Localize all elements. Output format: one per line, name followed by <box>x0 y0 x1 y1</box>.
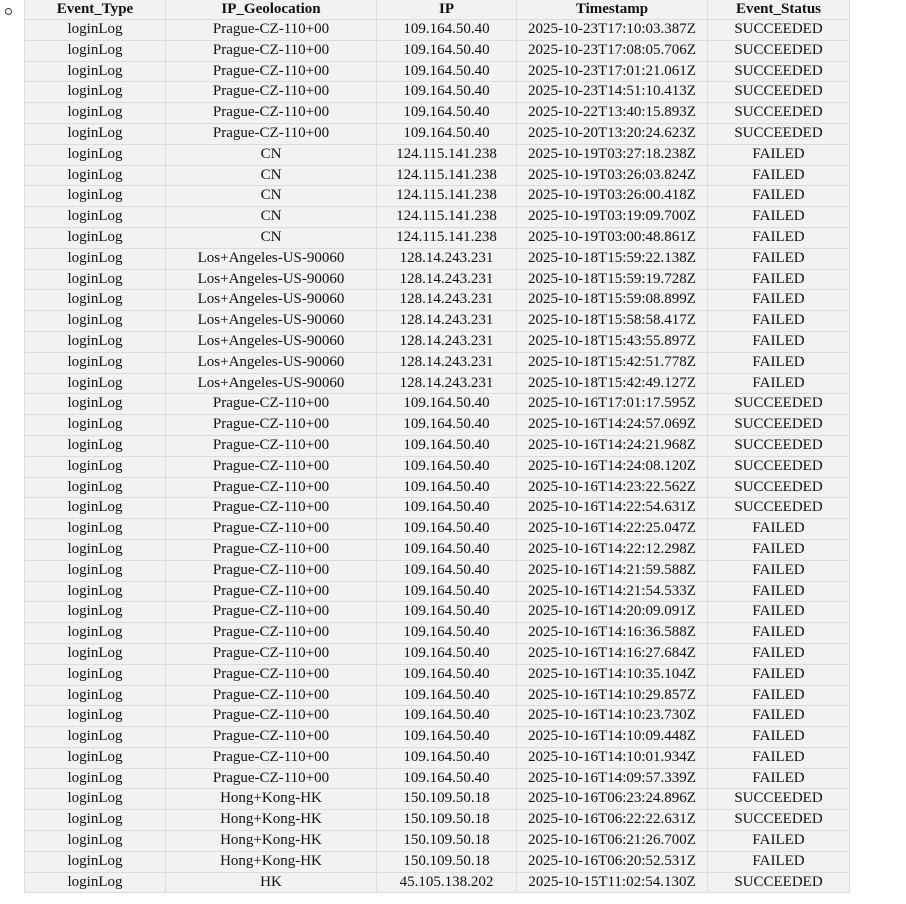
cell-ip-geolocation: Prague-CZ-110+00 <box>166 581 377 602</box>
cell-event-status: FAILED <box>708 768 850 789</box>
cell-ip-geolocation: Los+Angeles-US-90060 <box>166 373 377 394</box>
cell-ip: 109.164.50.40 <box>377 435 517 456</box>
cell-event-type: loginLog <box>25 519 166 540</box>
table-row <box>25 581 850 602</box>
table-row <box>25 352 850 373</box>
cell-event-type: loginLog <box>25 269 166 290</box>
cell-event-type: loginLog <box>25 207 166 228</box>
cell-ip-geolocation: Prague-CZ-110+00 <box>166 435 377 456</box>
cell-ip-geolocation: Prague-CZ-110+00 <box>166 768 377 789</box>
cell-timestamp: 2025-10-18T15:58:58.417Z <box>517 311 708 332</box>
cell-timestamp: 2025-10-16T14:21:59.588Z <box>517 560 708 581</box>
cell-event-status: FAILED <box>708 227 850 248</box>
cell-ip: 109.164.50.40 <box>377 394 517 415</box>
cell-timestamp: 2025-10-16T14:23:22.562Z <box>517 477 708 498</box>
cell-event-type: loginLog <box>25 477 166 498</box>
cell-event-type: loginLog <box>25 40 166 61</box>
cell-ip-geolocation: Prague-CZ-110+00 <box>166 82 377 103</box>
cell-event-status: SUCCEEDED <box>708 82 850 103</box>
table-row <box>25 61 850 82</box>
cell-event-type: loginLog <box>25 311 166 332</box>
cell-event-type: loginLog <box>25 103 166 124</box>
cell-ip-geolocation: Los+Angeles-US-90060 <box>166 352 377 373</box>
cell-ip-geolocation: CN <box>166 165 377 186</box>
table-row <box>25 20 850 41</box>
cell-event-type: loginLog <box>25 456 166 477</box>
cell-event-status: SUCCEEDED <box>708 394 850 415</box>
cell-ip-geolocation: Prague-CZ-110+00 <box>166 477 377 498</box>
cell-ip: 109.164.50.40 <box>377 415 517 436</box>
cell-timestamp: 2025-10-16T14:21:54.533Z <box>517 581 708 602</box>
table-row <box>25 269 850 290</box>
cell-event-type: loginLog <box>25 186 166 207</box>
cell-ip-geolocation: Prague-CZ-110+00 <box>166 123 377 144</box>
cell-event-status: FAILED <box>708 165 850 186</box>
cell-ip: 109.164.50.40 <box>377 539 517 560</box>
cell-event-type: loginLog <box>25 394 166 415</box>
cell-event-type: loginLog <box>25 727 166 748</box>
table-row <box>25 519 850 540</box>
table-row <box>25 727 850 748</box>
column-header-event-type: Event_Type <box>25 0 166 20</box>
cell-event-type: loginLog <box>25 623 166 644</box>
cell-event-status: FAILED <box>708 706 850 727</box>
cell-event-type: loginLog <box>25 560 166 581</box>
cell-ip: 45.105.138.202 <box>377 872 517 893</box>
cell-event-status: SUCCEEDED <box>708 872 850 893</box>
cell-ip-geolocation: Prague-CZ-110+00 <box>166 415 377 436</box>
column-header-event-status: Event_Status <box>708 0 850 20</box>
cell-timestamp: 2025-10-16T14:24:08.120Z <box>517 456 708 477</box>
cell-timestamp: 2025-10-19T03:27:18.238Z <box>517 144 708 165</box>
cell-ip-geolocation: Hong+Kong-HK <box>166 851 377 872</box>
cell-timestamp: 2025-10-16T14:22:25.047Z <box>517 519 708 540</box>
cell-event-type: loginLog <box>25 810 166 831</box>
cell-event-status: FAILED <box>708 831 850 852</box>
cell-ip: 109.164.50.40 <box>377 123 517 144</box>
cell-ip-geolocation: Los+Angeles-US-90060 <box>166 311 377 332</box>
cell-event-status: SUCCEEDED <box>708 40 850 61</box>
table-row <box>25 82 850 103</box>
cell-ip-geolocation: CN <box>166 227 377 248</box>
cell-event-type: loginLog <box>25 747 166 768</box>
table-row <box>25 186 850 207</box>
table-row <box>25 207 850 228</box>
column-header-timestamp: Timestamp <box>517 0 708 20</box>
cell-ip: 128.14.243.231 <box>377 373 517 394</box>
cell-ip-geolocation: Hong+Kong-HK <box>166 810 377 831</box>
cell-event-status: FAILED <box>708 539 850 560</box>
cell-ip-geolocation: Prague-CZ-110+00 <box>166 727 377 748</box>
cell-event-type: loginLog <box>25 851 166 872</box>
cell-timestamp: 2025-10-18T15:42:51.778Z <box>517 352 708 373</box>
cell-event-type: loginLog <box>25 498 166 519</box>
cell-event-type: loginLog <box>25 290 166 311</box>
cell-ip: 150.109.50.18 <box>377 831 517 852</box>
cell-event-type: loginLog <box>25 61 166 82</box>
cell-ip: 124.115.141.238 <box>377 207 517 228</box>
cell-timestamp: 2025-10-16T14:10:23.730Z <box>517 706 708 727</box>
cell-event-status: FAILED <box>708 331 850 352</box>
cell-ip-geolocation: Prague-CZ-110+00 <box>166 643 377 664</box>
table-row <box>25 602 850 623</box>
cell-ip: 109.164.50.40 <box>377 61 517 82</box>
table-row <box>25 747 850 768</box>
cell-timestamp: 2025-10-16T06:21:26.700Z <box>517 831 708 852</box>
table-row <box>25 456 850 477</box>
cell-ip: 128.14.243.231 <box>377 248 517 269</box>
cell-ip: 109.164.50.40 <box>377 581 517 602</box>
cell-ip-geolocation: Los+Angeles-US-90060 <box>166 248 377 269</box>
table-row <box>25 165 850 186</box>
table-header-row <box>25 0 850 20</box>
cell-event-type: loginLog <box>25 331 166 352</box>
cell-event-type: loginLog <box>25 831 166 852</box>
cell-timestamp: 2025-10-16T14:24:21.968Z <box>517 435 708 456</box>
table-row <box>25 643 850 664</box>
table-row <box>25 415 850 436</box>
table-row <box>25 539 850 560</box>
cell-ip-geolocation: Prague-CZ-110+00 <box>166 103 377 124</box>
cell-ip: 128.14.243.231 <box>377 269 517 290</box>
cell-event-status: FAILED <box>708 623 850 644</box>
cell-timestamp: 2025-10-16T14:20:09.091Z <box>517 602 708 623</box>
table-row <box>25 373 850 394</box>
cell-ip: 128.14.243.231 <box>377 311 517 332</box>
cell-timestamp: 2025-10-23T14:51:10.413Z <box>517 82 708 103</box>
cell-event-status: FAILED <box>708 685 850 706</box>
cell-timestamp: 2025-10-16T06:20:52.531Z <box>517 851 708 872</box>
table-row <box>25 831 850 852</box>
cell-ip: 109.164.50.40 <box>377 103 517 124</box>
cell-event-status: SUCCEEDED <box>708 20 850 41</box>
table-row <box>25 40 850 61</box>
cell-ip-geolocation: Prague-CZ-110+00 <box>166 394 377 415</box>
cell-event-status: SUCCEEDED <box>708 810 850 831</box>
table-row <box>25 123 850 144</box>
cell-timestamp: 2025-10-19T03:00:48.861Z <box>517 227 708 248</box>
cell-ip-geolocation: Prague-CZ-110+00 <box>166 685 377 706</box>
cell-timestamp: 2025-10-16T14:16:27.684Z <box>517 643 708 664</box>
cell-event-type: loginLog <box>25 227 166 248</box>
cell-timestamp: 2025-10-15T11:02:54.130Z <box>517 872 708 893</box>
cell-timestamp: 2025-10-18T15:59:19.728Z <box>517 269 708 290</box>
table-row <box>25 623 850 644</box>
cell-ip-geolocation: Los+Angeles-US-90060 <box>166 290 377 311</box>
table-row <box>25 810 850 831</box>
cell-ip-geolocation: Los+Angeles-US-90060 <box>166 331 377 352</box>
cell-event-status: SUCCEEDED <box>708 123 850 144</box>
cell-ip-geolocation: Prague-CZ-110+00 <box>166 519 377 540</box>
table-row <box>25 311 850 332</box>
cell-ip: 109.164.50.40 <box>377 40 517 61</box>
cell-timestamp: 2025-10-16T14:10:09.448Z <box>517 727 708 748</box>
cell-timestamp: 2025-10-16T14:24:57.069Z <box>517 415 708 436</box>
cell-ip: 109.164.50.40 <box>377 519 517 540</box>
cell-event-type: loginLog <box>25 82 166 103</box>
cell-event-status: SUCCEEDED <box>708 415 850 436</box>
cell-event-status: SUCCEEDED <box>708 456 850 477</box>
cell-event-status: FAILED <box>708 664 850 685</box>
cell-event-status: FAILED <box>708 248 850 269</box>
table-row <box>25 394 850 415</box>
cell-timestamp: 2025-10-19T03:26:00.418Z <box>517 186 708 207</box>
cell-ip-geolocation: Los+Angeles-US-90060 <box>166 269 377 290</box>
cell-event-status: FAILED <box>708 747 850 768</box>
cell-event-type: loginLog <box>25 20 166 41</box>
cell-event-status: FAILED <box>708 581 850 602</box>
table-row <box>25 706 850 727</box>
cell-ip-geolocation: Prague-CZ-110+00 <box>166 61 377 82</box>
cell-ip-geolocation: Prague-CZ-110+00 <box>166 747 377 768</box>
cell-ip-geolocation: Prague-CZ-110+00 <box>166 539 377 560</box>
cell-event-status: FAILED <box>708 290 850 311</box>
cell-ip-geolocation: CN <box>166 186 377 207</box>
cell-ip-geolocation: Prague-CZ-110+00 <box>166 560 377 581</box>
cell-event-type: loginLog <box>25 144 166 165</box>
cell-ip: 109.164.50.40 <box>377 560 517 581</box>
cell-event-status: FAILED <box>708 269 850 290</box>
cell-event-status: SUCCEEDED <box>708 498 850 519</box>
cell-event-status: SUCCEEDED <box>708 789 850 810</box>
cell-ip-geolocation: Hong+Kong-HK <box>166 831 377 852</box>
cell-ip: 109.164.50.40 <box>377 664 517 685</box>
cell-event-status: FAILED <box>708 373 850 394</box>
cell-event-status: FAILED <box>708 851 850 872</box>
cell-ip: 109.164.50.40 <box>377 20 517 41</box>
cell-ip: 109.164.50.40 <box>377 623 517 644</box>
cell-ip: 109.164.50.40 <box>377 456 517 477</box>
cell-event-status: FAILED <box>708 207 850 228</box>
cell-timestamp: 2025-10-16T14:16:36.588Z <box>517 623 708 644</box>
table-row <box>25 685 850 706</box>
cell-timestamp: 2025-10-23T17:01:21.061Z <box>517 61 708 82</box>
cell-ip-geolocation: Prague-CZ-110+00 <box>166 623 377 644</box>
cell-ip-geolocation: Hong+Kong-HK <box>166 789 377 810</box>
cell-event-type: loginLog <box>25 872 166 893</box>
cell-timestamp: 2025-10-19T03:26:03.824Z <box>517 165 708 186</box>
cell-ip-geolocation: Prague-CZ-110+00 <box>166 456 377 477</box>
cell-timestamp: 2025-10-16T14:22:12.298Z <box>517 539 708 560</box>
cell-event-status: SUCCEEDED <box>708 103 850 124</box>
cell-event-status: SUCCEEDED <box>708 61 850 82</box>
cell-ip-geolocation: CN <box>166 144 377 165</box>
cell-timestamp: 2025-10-16T14:10:01.934Z <box>517 747 708 768</box>
cell-event-type: loginLog <box>25 643 166 664</box>
column-header-ip-geolocation: IP_Geolocation <box>166 0 377 20</box>
cell-timestamp: 2025-10-16T06:23:24.896Z <box>517 789 708 810</box>
cell-ip-geolocation: Prague-CZ-110+00 <box>166 602 377 623</box>
cell-event-type: loginLog <box>25 123 166 144</box>
cell-timestamp: 2025-10-18T15:59:22.138Z <box>517 248 708 269</box>
cell-ip: 109.164.50.40 <box>377 498 517 519</box>
column-header-ip: IP <box>377 0 517 20</box>
cell-event-type: loginLog <box>25 435 166 456</box>
cell-timestamp: 2025-10-19T03:19:09.700Z <box>517 207 708 228</box>
table-row <box>25 768 850 789</box>
cell-ip: 150.109.50.18 <box>377 810 517 831</box>
cell-event-type: loginLog <box>25 768 166 789</box>
cell-timestamp: 2025-10-22T13:40:15.893Z <box>517 103 708 124</box>
table-row <box>25 290 850 311</box>
cell-event-status: SUCCEEDED <box>708 435 850 456</box>
cell-ip: 109.164.50.40 <box>377 643 517 664</box>
cell-event-status: FAILED <box>708 519 850 540</box>
list-bullet-icon <box>5 8 12 15</box>
cell-ip: 109.164.50.40 <box>377 706 517 727</box>
cell-event-status: FAILED <box>708 144 850 165</box>
cell-timestamp: 2025-10-16T17:01:17.595Z <box>517 394 708 415</box>
cell-ip: 109.164.50.40 <box>377 477 517 498</box>
cell-ip: 150.109.50.18 <box>377 851 517 872</box>
table-row <box>25 227 850 248</box>
table-row <box>25 498 850 519</box>
table-row <box>25 851 850 872</box>
cell-timestamp: 2025-10-16T14:10:35.104Z <box>517 664 708 685</box>
cell-timestamp: 2025-10-16T06:22:22.631Z <box>517 810 708 831</box>
cell-ip: 150.109.50.18 <box>377 789 517 810</box>
cell-ip: 124.115.141.238 <box>377 227 517 248</box>
cell-timestamp: 2025-10-20T13:20:24.623Z <box>517 123 708 144</box>
cell-event-type: loginLog <box>25 581 166 602</box>
cell-ip: 124.115.141.238 <box>377 144 517 165</box>
cell-event-status: FAILED <box>708 186 850 207</box>
cell-event-status: FAILED <box>708 643 850 664</box>
cell-event-type: loginLog <box>25 685 166 706</box>
cell-ip-geolocation: CN <box>166 207 377 228</box>
cell-timestamp: 2025-10-23T17:10:03.387Z <box>517 20 708 41</box>
cell-ip-geolocation: HK <box>166 872 377 893</box>
cell-timestamp: 2025-10-16T14:09:57.339Z <box>517 768 708 789</box>
cell-timestamp: 2025-10-23T17:08:05.706Z <box>517 40 708 61</box>
table-row <box>25 103 850 124</box>
cell-ip: 124.115.141.238 <box>377 165 517 186</box>
cell-ip: 128.14.243.231 <box>377 331 517 352</box>
cell-event-type: loginLog <box>25 602 166 623</box>
cell-event-type: loginLog <box>25 415 166 436</box>
table-row <box>25 872 850 893</box>
cell-ip-geolocation: Prague-CZ-110+00 <box>166 664 377 685</box>
cell-ip-geolocation: Prague-CZ-110+00 <box>166 706 377 727</box>
cell-ip: 109.164.50.40 <box>377 685 517 706</box>
login-log-table <box>24 0 850 893</box>
cell-ip: 109.164.50.40 <box>377 747 517 768</box>
cell-timestamp: 2025-10-16T14:10:29.857Z <box>517 685 708 706</box>
cell-ip: 128.14.243.231 <box>377 352 517 373</box>
table-row <box>25 331 850 352</box>
table-row <box>25 560 850 581</box>
cell-event-status: FAILED <box>708 352 850 373</box>
cell-ip: 109.164.50.40 <box>377 602 517 623</box>
cell-ip-geolocation: Prague-CZ-110+00 <box>166 498 377 519</box>
cell-event-type: loginLog <box>25 664 166 685</box>
cell-event-status: FAILED <box>708 560 850 581</box>
cell-event-type: loginLog <box>25 373 166 394</box>
cell-event-type: loginLog <box>25 706 166 727</box>
cell-event-type: loginLog <box>25 539 166 560</box>
table-body <box>25 20 850 893</box>
table-row <box>25 664 850 685</box>
table-row <box>25 435 850 456</box>
cell-event-status: FAILED <box>708 602 850 623</box>
cell-ip: 109.164.50.40 <box>377 768 517 789</box>
cell-ip: 124.115.141.238 <box>377 186 517 207</box>
cell-event-type: loginLog <box>25 789 166 810</box>
cell-ip-geolocation: Prague-CZ-110+00 <box>166 20 377 41</box>
cell-timestamp: 2025-10-16T14:22:54.631Z <box>517 498 708 519</box>
table-row <box>25 248 850 269</box>
cell-ip: 109.164.50.40 <box>377 727 517 748</box>
table-row <box>25 477 850 498</box>
table-row <box>25 789 850 810</box>
cell-ip: 128.14.243.231 <box>377 290 517 311</box>
cell-timestamp: 2025-10-18T15:59:08.899Z <box>517 290 708 311</box>
table-row <box>25 144 850 165</box>
cell-timestamp: 2025-10-18T15:43:55.897Z <box>517 331 708 352</box>
cell-timestamp: 2025-10-18T15:42:49.127Z <box>517 373 708 394</box>
cell-event-type: loginLog <box>25 165 166 186</box>
cell-ip: 109.164.50.40 <box>377 82 517 103</box>
cell-ip-geolocation: Prague-CZ-110+00 <box>166 40 377 61</box>
cell-event-type: loginLog <box>25 352 166 373</box>
cell-event-status: FAILED <box>708 727 850 748</box>
cell-event-status: SUCCEEDED <box>708 477 850 498</box>
cell-event-status: FAILED <box>708 311 850 332</box>
cell-event-type: loginLog <box>25 248 166 269</box>
